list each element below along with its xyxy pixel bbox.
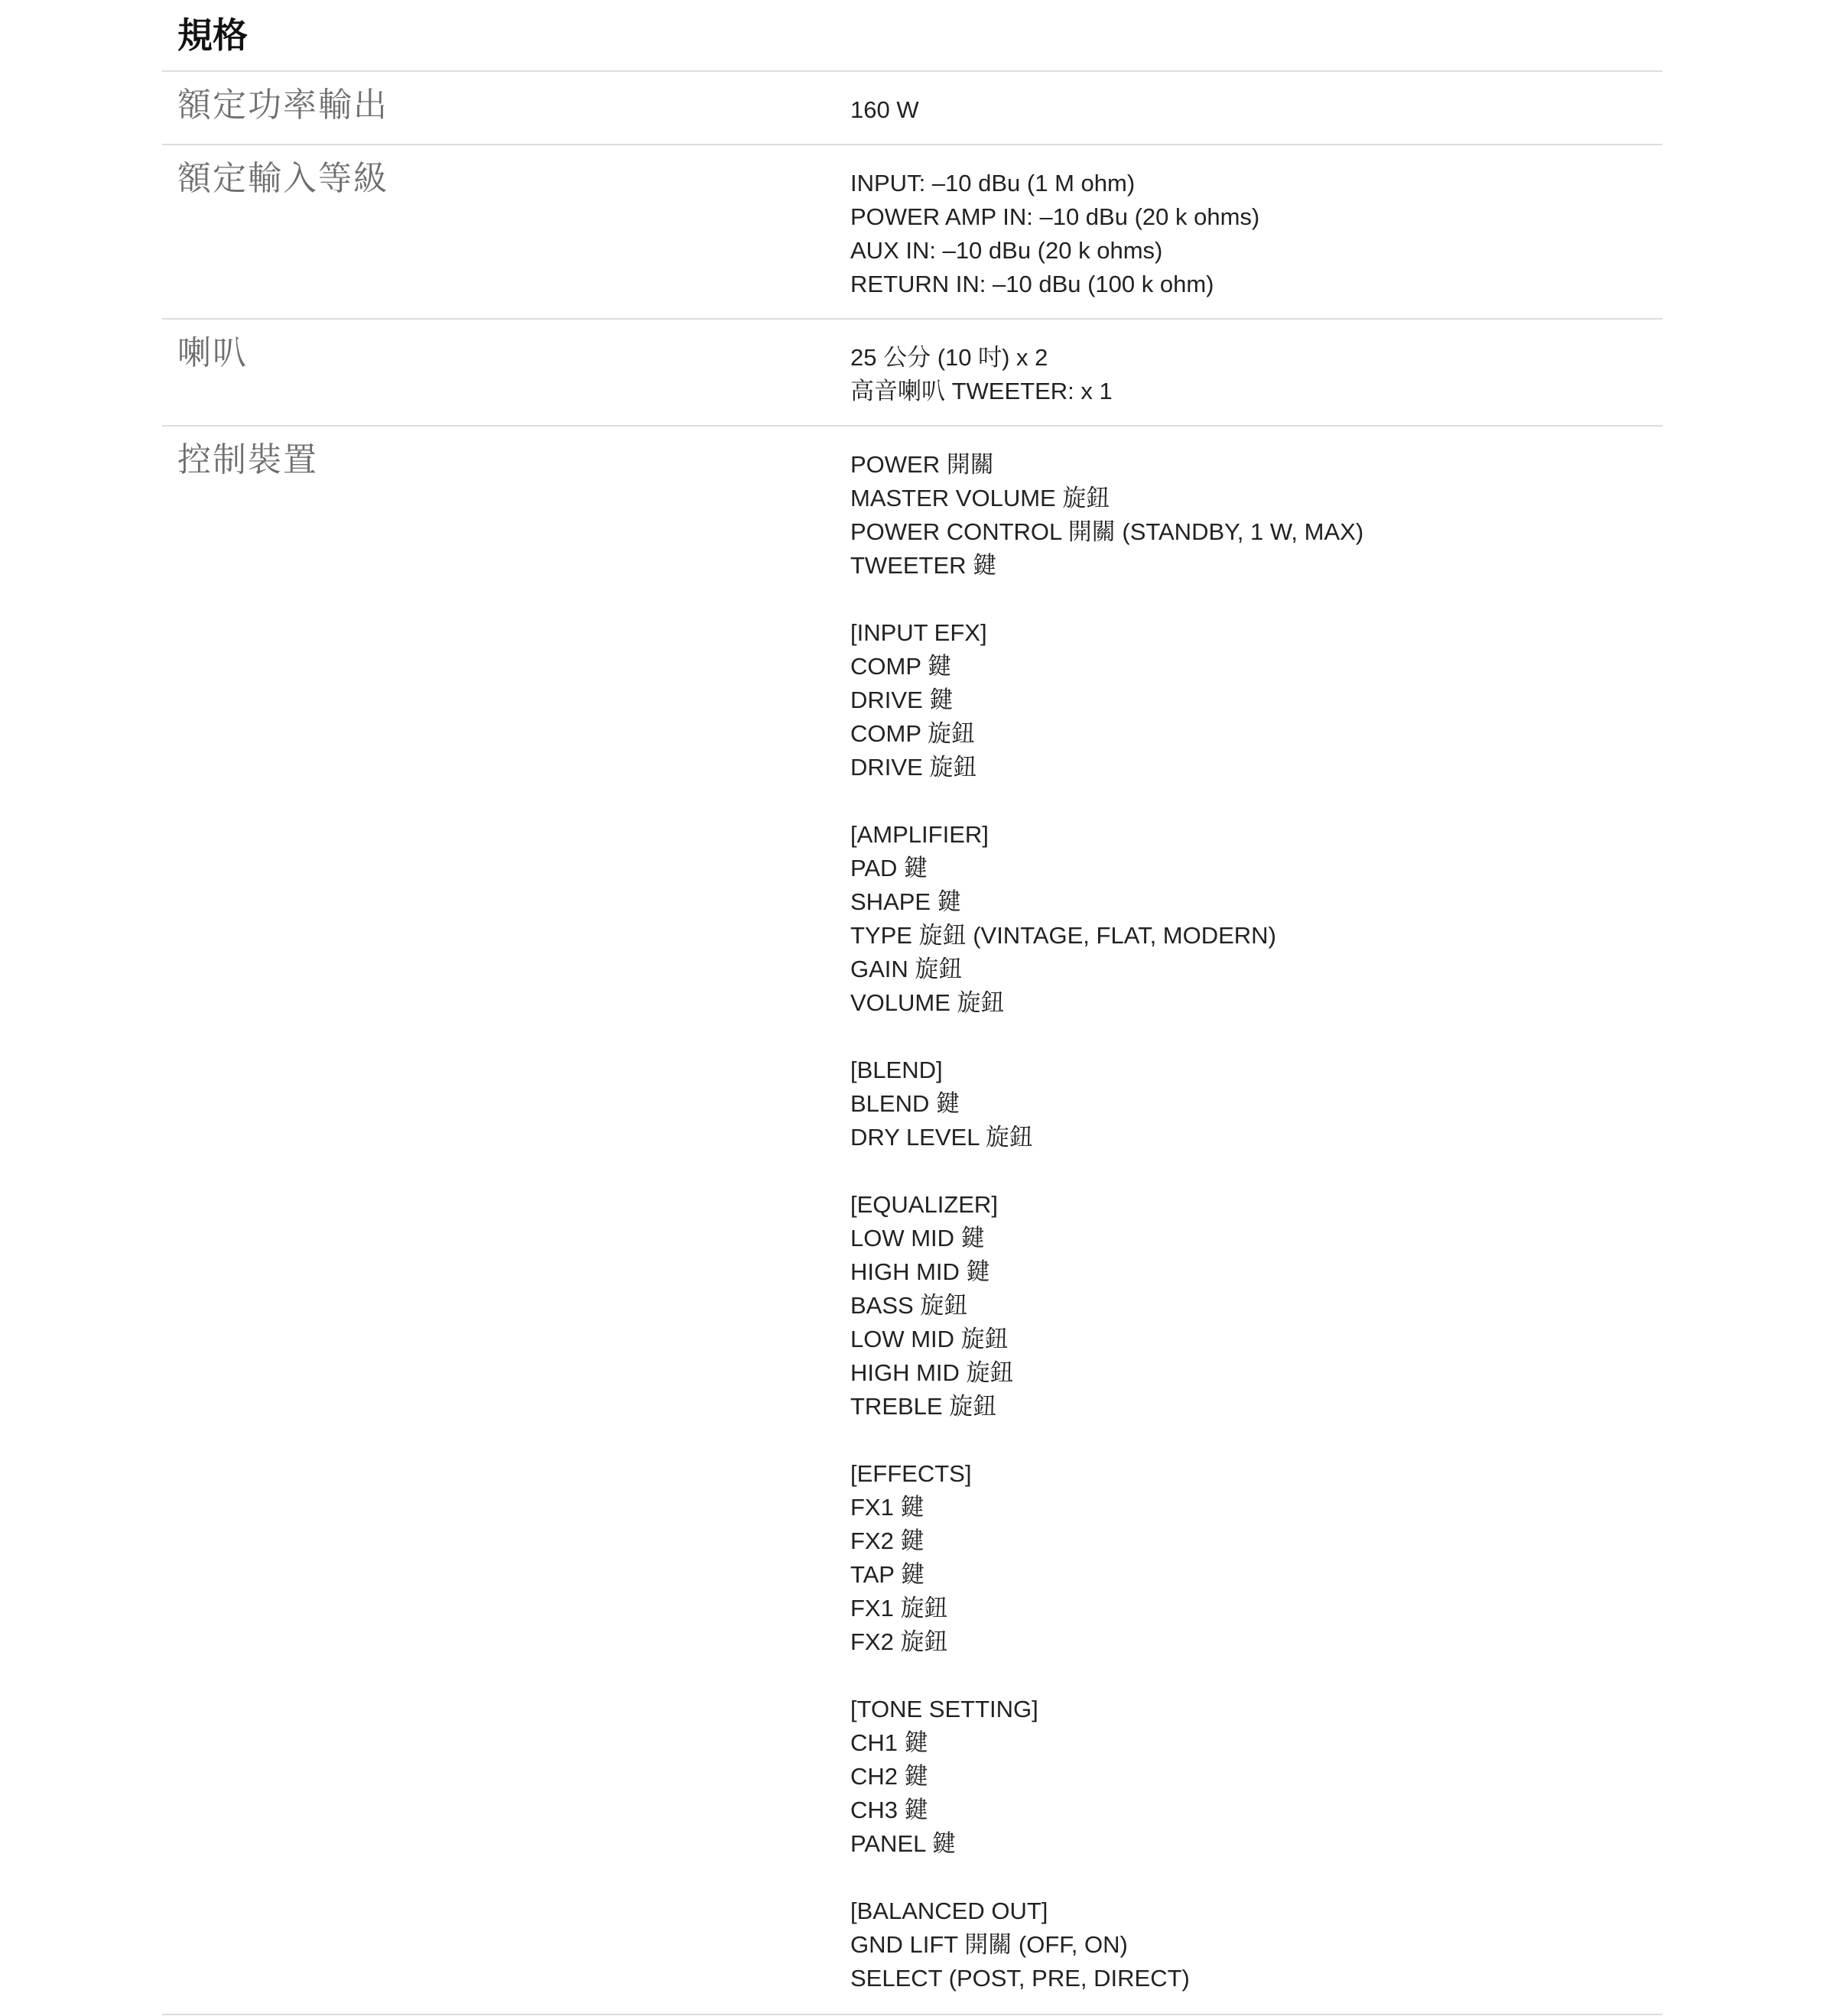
spec-group-heading: [AMPLIFIER] xyxy=(850,821,989,848)
spec-value-line: FX1 旋鈕 xyxy=(850,1595,948,1622)
spec-value-line: PAD 鍵 xyxy=(850,855,928,881)
spec-group-heading: [INPUT EFX] xyxy=(850,619,987,646)
spec-group-heading: [TONE SETTING] xyxy=(850,1696,1038,1722)
spec-value-line: TREBLE 旋鈕 xyxy=(850,1393,997,1420)
spec-value-line: FX2 鍵 xyxy=(850,1527,924,1554)
spec-value-line: 高音喇叭 TWEETER: x 1 xyxy=(850,378,1113,404)
spec-value-line: TYPE 旋鈕 (VINTAGE, FLAT, MODERN) xyxy=(850,922,1276,949)
spec-value-line: POWER AMP IN: –10 dBu (20 k ohms) xyxy=(850,203,1260,230)
spec-value-line: CH1 鍵 xyxy=(850,1729,928,1756)
spec-row-controls xyxy=(162,425,1662,2015)
spec-value-line: DRY LEVEL 旋鈕 xyxy=(850,1124,1033,1151)
spec-value xyxy=(850,341,1113,408)
spec-value-line: HIGH MID 旋鈕 xyxy=(850,1359,1014,1386)
spec-value-line: COMP 鍵 xyxy=(850,653,952,680)
spec-value-line: FX1 鍵 xyxy=(850,1494,924,1521)
spec-value-line: DRIVE 鍵 xyxy=(850,687,954,713)
spec-label: 控制裝置 xyxy=(177,441,318,479)
group-spacer xyxy=(850,1154,1363,1188)
spec-value-line: POWER 開關 xyxy=(850,451,994,478)
spec-value-line: 25 公分 (10 吋) x 2 xyxy=(850,344,1048,371)
spec-value-line: SHAPE 鍵 xyxy=(850,888,961,915)
spec-value-line: POWER CONTROL 開關 (STANDBY, 1 W, MAX) xyxy=(850,518,1364,545)
spec-value-line: BASS 旋鈕 xyxy=(850,1292,968,1319)
group-spacer xyxy=(850,1424,1363,1457)
group-spacer xyxy=(850,583,1363,616)
group-spacer xyxy=(850,1861,1363,1894)
spec-value-line: SELECT (POST, PRE, DIRECT) xyxy=(850,1965,1190,1992)
spec-value-line: GND LIFT 開關 (OFF, ON) xyxy=(850,1931,1128,1958)
spec-group-heading: [BLEND] xyxy=(850,1057,943,1083)
spec-table xyxy=(162,70,1662,2015)
spec-row-speaker xyxy=(162,318,1662,425)
group-spacer xyxy=(850,784,1363,818)
spec-value-line: RETURN IN: –10 dBu (100 k ohm) xyxy=(850,271,1214,297)
spec-group-heading: [EQUALIZER] xyxy=(850,1191,998,1218)
spec-value-line: HIGH MID 鍵 xyxy=(850,1258,990,1285)
spec-value-line: TWEETER 鍵 xyxy=(850,552,997,579)
spec-value-line: DRIVE 旋鈕 xyxy=(850,754,977,781)
spec-value xyxy=(850,448,1363,1995)
spec-value xyxy=(850,93,919,127)
spec-value-line: MASTER VOLUME 旋鈕 xyxy=(850,485,1110,511)
spec-value-line: CH2 鍵 xyxy=(850,1763,928,1790)
spec-group-heading: [BALANCED OUT] xyxy=(850,1898,1048,1924)
spec-value xyxy=(850,167,1259,301)
spec-label: 額定功率輸出 xyxy=(177,86,388,124)
spec-value-line: BLEND 鍵 xyxy=(850,1090,960,1117)
spec-value-line: INPUT: –10 dBu (1 M ohm) xyxy=(850,170,1136,196)
spec-label: 額定輸入等級 xyxy=(177,160,388,197)
spec-value-line: LOW MID 旋鈕 xyxy=(850,1326,1009,1352)
spec-value-line: AUX IN: –10 dBu (20 k ohms) xyxy=(850,237,1163,264)
section-title: 規格 xyxy=(177,15,248,55)
spec-value-line: LOW MID 鍵 xyxy=(850,1225,985,1251)
spec-value-line: COMP 旋鈕 xyxy=(850,720,976,747)
spec-value-line: FX2 旋鈕 xyxy=(850,1628,948,1655)
group-spacer xyxy=(850,1020,1363,1053)
spec-value-line: PANEL 鍵 xyxy=(850,1830,956,1857)
spec-row-rated-power xyxy=(162,70,1662,144)
spec-value-line: CH3 鍵 xyxy=(850,1797,928,1823)
spec-label: 喇叭 xyxy=(177,334,248,372)
spec-value-line: TAP 鍵 xyxy=(850,1561,925,1588)
spec-group-heading: [EFFECTS] xyxy=(850,1460,972,1487)
spec-row-rated-input xyxy=(162,144,1662,318)
group-spacer xyxy=(850,1659,1363,1693)
spec-value-line: VOLUME 旋鈕 xyxy=(850,989,1005,1016)
spec-value-line: 160 W xyxy=(850,96,919,123)
spec-value-line: GAIN 旋鈕 xyxy=(850,956,963,982)
